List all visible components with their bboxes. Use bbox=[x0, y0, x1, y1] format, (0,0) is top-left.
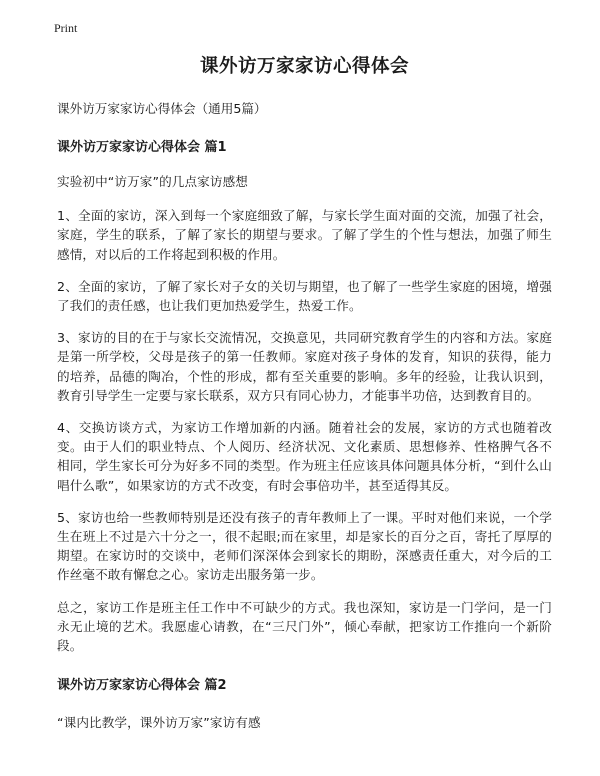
paragraph: 实验初中“访万家”的几点家访感想 bbox=[57, 174, 248, 189]
section-heading: 课外访万家家访心得体会 篇2 bbox=[57, 678, 227, 694]
print-link[interactable]: Print bbox=[54, 21, 78, 35]
document-subtitle: 课外访万家家访心得体会（通用5篇） bbox=[57, 101, 267, 116]
section-heading: 课外访万家家访心得体会 篇1 bbox=[57, 140, 227, 155]
paragraph: 2、全面的家访，了解了家长对子女的关切与期望，也了解了一些学生家庭的困境，增强了我们的责任感，也让我们更加热爱学生，热爱工作。 bbox=[57, 278, 552, 314]
document-page bbox=[57, 52, 552, 745]
paragraph: 4、交换访谈方式，为家访工作增加新的内涵。随着社会的发展，家访的方式也随着改变。由于人们的职业特点、个人阅历、经济状况、文化素质、思想修养、性格脾气各不相同，学生家长可分为好多不同的类型。作为班主任应该具体问题具体分析，“到什么山唱什么歌”，如果家访的方式不改变，有时会事倍功半，甚至适得其反。 bbox=[57, 420, 552, 493]
paragraph: 1、全面的家访，深入到每一个家庭细致了解，与家长学生面对面的交流，加强了社会，家庭，学生的联系，了解了家长的期望与要求。了解了学生的个性与想法，加强了师生感情，对以后的工作将起到积极的作用。 bbox=[57, 208, 552, 262]
document-title: 课外访万家家访心得体会 bbox=[199, 56, 409, 77]
paragraph: 5、家访也给一些教师特别是还没有孩子的青年教师上了一课。平时对他们来说，一个学生在班上不过是六十分之一，很不起眼;而在家里，却是家长的百分之百，寄托了厚厚的期望。在家访时的交谈中，老师们深深体会到家长的期盼，深感责任重大，对今后的工作丝毫不敢有懈怠之心。家访走出服务第一步。 bbox=[57, 509, 552, 583]
paragraph: 3、家访的目的在于与家长交流情况，交换意见，共同研究教育学生的内容和方法。家庭是第一所学校，父母是孩子的第一任教师。家庭对孩子身体的发育，知识的获得，能力的培养，品德的陶冶，个性的形成，都有至关重要的影响。多年的经验，让我认识到，教育引导学生一定要与家长联系，双方只有同心协力，才能事半功倍，达到教育目的。 bbox=[57, 330, 552, 403]
paragraph: 总之，家访工作是班主任工作中不可缺少的方式。我也深知，家访是一门学问，是一门永无止境的艺术。我愿虚心请教，在“三尺门外”，倾心奉献，把家访工作推向一个新阶段。 bbox=[57, 599, 552, 654]
paragraph: “课内比教学，课外访万家”家访有感 bbox=[57, 715, 261, 731]
